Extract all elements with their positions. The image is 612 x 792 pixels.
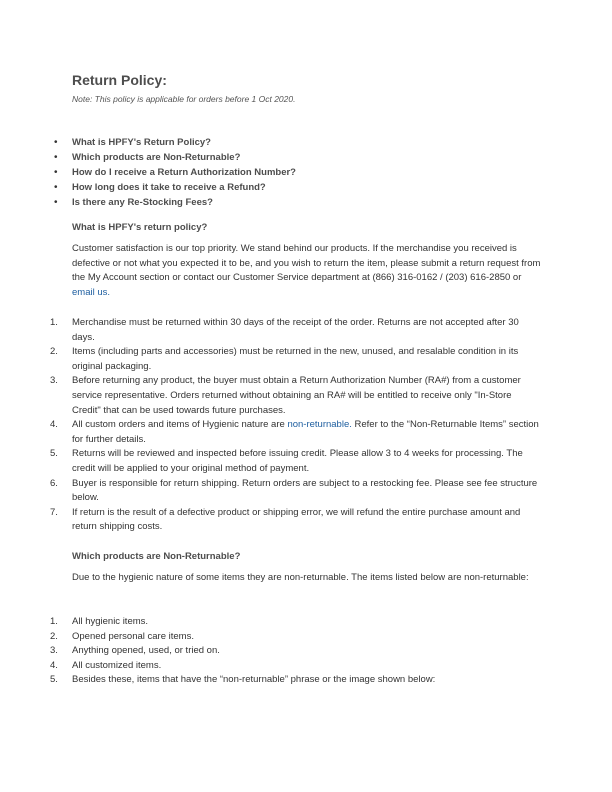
list-item: 5. Returns will be reviewed and inspected before issuing credit. Please allow 3 to 4 weeks for processing. The credit will be applied to your original method of payment. [50, 448, 523, 474]
intro-text: Customer satisfaction is our top priority. We stand behind our products. If the merchandise you received is defective or not what you expected it to be, and you wish to return the item, please submit a return request from the My Account section or contact our Customer Service department at (866) 316-0162 / (203) 616-2850 or [72, 243, 541, 284]
list-item: 4. All custom orders and items of Hygienic nature are non-returnable. Refer to the “Non-Returnable Items” section for further details. [50, 419, 539, 445]
toc-item-non-returnable[interactable]: • Which products are Non-Returnable? [52, 150, 296, 165]
list-item: 1. All hygienic items. [50, 616, 149, 627]
toc-item-restocking-fees[interactable]: • Is there any Re-Stocking Fees? [52, 195, 296, 210]
page-title: Return Policy: [72, 72, 167, 88]
return-policy-list [50, 316, 542, 535]
table-of-contents [52, 135, 296, 210]
return-policy-intro [72, 242, 542, 300]
list-item: 6. Buyer is responsible for return shipping. Return orders are subject to a restocking fee. Please see fee structure below. [50, 477, 538, 504]
section-heading-return-policy: What is HPFY's return policy? [72, 222, 208, 233]
toc-item-return-policy[interactable]: • What is HPFY's Return Policy? [52, 135, 296, 150]
list-item: 4. All customized items. [50, 659, 162, 671]
list-item: 3. Before returning any product, the buyer must obtain a Return Authorization Number (RA#) from a customer service representative. Orders returned without obtaining an RA# will be entitled to receive only "In-Store Credit" that can be used towards future purchases. [50, 375, 521, 416]
list-item: 5. Besides these, items that have the “non-returnable” phrase or the image shown below: [50, 674, 436, 686]
policy-note: Note: This policy is applicable for orders before 1 Oct 2020. [72, 94, 296, 104]
list-item: 7. If return is the result of a defective product or shipping error, we will refund the entire purchase amount and return shipping costs. [50, 506, 521, 533]
section-heading-non-returnable: Which products are Non-Returnable? [72, 551, 241, 562]
list-item: 1. Merchandise must be returned within 30 days of the receipt of the order. Returns are not accepted after 30 days. [50, 317, 519, 343]
non-returnable-link[interactable]: non-returnable. [287, 419, 352, 431]
list-item: 2. Opened personal care items. [50, 630, 194, 642]
toc-item-refund-time[interactable]: • How long does it take to receive a Refund? [52, 180, 296, 195]
non-returnable-list [50, 615, 542, 688]
email-us-link[interactable]: email us. [72, 286, 111, 298]
non-returnable-intro: Due to the hygienic nature of some items they are non-returnable. The items listed below are non-returnable: [72, 572, 529, 583]
list-item: 3. Anything opened, used, or tried on. [50, 645, 220, 657]
toc-item-ra-number[interactable]: • How do I receive a Return Authorization Number? [52, 165, 296, 180]
list-item: 2. Items (including parts and accessories) must be returned in the new, unused, and resalable condition in its original packaging. [50, 346, 519, 372]
